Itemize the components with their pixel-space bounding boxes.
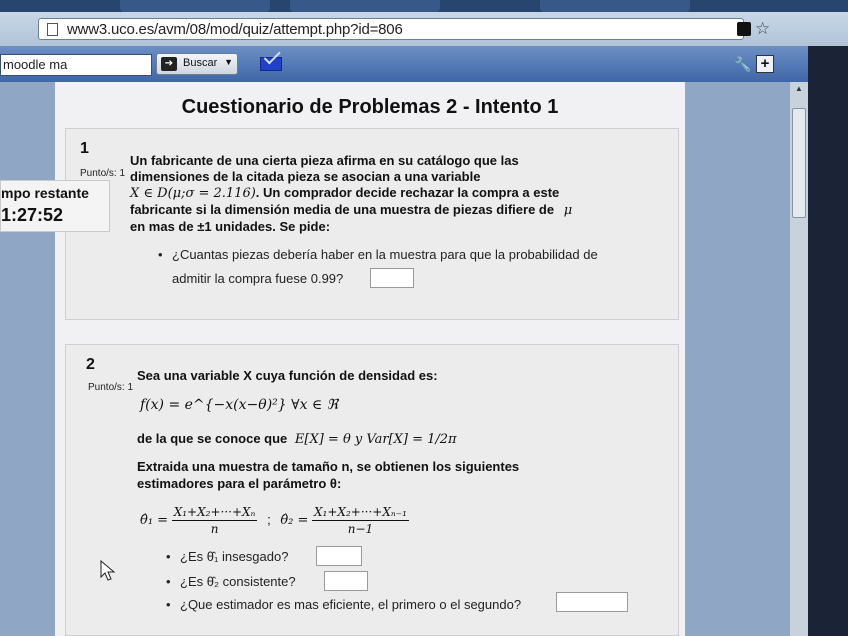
bullet-icon: •	[166, 574, 171, 589]
list-item	[166, 596, 521, 614]
answer-input-q1[interactable]	[370, 268, 414, 288]
estimator-2-lhs: θ̂₂ =	[280, 512, 309, 528]
address-bar[interactable]	[38, 18, 771, 40]
add-icon[interactable]: +	[756, 55, 774, 73]
question-text-line	[130, 202, 572, 219]
page-icon	[47, 23, 58, 36]
timer-value: 1:27:52	[1, 205, 64, 225]
estimator-2-denominator: n−1	[347, 522, 374, 536]
distribution-formula: X ∈ D(μ;σ = 2.116)	[130, 186, 256, 201]
question-text-line: dimensiones de la citada pieza se asocian a una variable	[130, 169, 481, 184]
question-text-line	[137, 431, 457, 448]
estimator-2-fraction	[312, 504, 409, 537]
search-button[interactable]	[156, 53, 238, 75]
window-edge	[808, 46, 848, 636]
scrollbar-thumb[interactable]	[792, 108, 806, 218]
mouse-cursor-icon	[100, 560, 116, 582]
dropdown-arrow-icon[interactable]: ▼	[224, 57, 233, 67]
bookmark-star-icon[interactable]: ☆	[755, 19, 771, 38]
mu-symbol: μ	[563, 203, 573, 218]
bullet-text: ¿Cuantas piezas debería haber en la muestra para que la probabilidad de	[172, 247, 598, 262]
scroll-up-arrow-icon[interactable]: ▲	[795, 84, 803, 93]
answer-input-q2c[interactable]	[556, 592, 628, 612]
bullet-icon: •	[166, 597, 171, 612]
question-text-line: Un fabricante de una cierta pieza afirma en su catálogo que las	[130, 153, 519, 168]
browser-tab[interactable]	[290, 0, 440, 12]
timer-panel	[0, 180, 110, 232]
browser-tab[interactable]	[120, 0, 270, 12]
url-text: www3.uco.es/avm/08/mod/quiz/attempt.php?id=806	[67, 21, 403, 38]
question-text-line: en mas de ±1 unidades. Se pide:	[130, 219, 331, 234]
toolbar-search-input[interactable]: moodle ma	[0, 54, 152, 76]
extension-icon[interactable]	[737, 22, 751, 36]
search-toolbar	[0, 46, 848, 82]
list-item	[166, 573, 296, 591]
go-arrow-icon: ➔	[161, 57, 177, 71]
estimator-1-lhs: θ̂₁ =	[140, 512, 169, 528]
question-points: Punto/s: 1	[88, 382, 134, 393]
estimator-1-numerator: X₁+X₂+···+Xₙ	[173, 505, 256, 519]
bullet-text: ¿Es θ̂₂ consistente?	[180, 574, 296, 589]
density-formula: f(x) = e^{−x(x−θ)²} ∀x ∈ ℜ	[140, 397, 339, 413]
bullet-icon: •	[166, 549, 171, 564]
question-text-fragment: de la que se conoce que	[137, 431, 288, 446]
question-text-line: Extraida una muestra de tamaño n, se obtienen los siguientes	[137, 459, 520, 474]
estimator-1-denominator: n	[210, 522, 219, 536]
bullet-text: ¿Que estimador es mas eficiente, el primero o el segundo?	[180, 597, 522, 612]
page-title: Cuestionario de Problemas 2 - Intento 1	[181, 96, 559, 118]
browser-toolbar	[0, 12, 848, 46]
moments-formula: E[X] = θ y Var[X] = 1/2π	[294, 432, 457, 447]
question-text-fragment: . Un comprador decide rechazar la compra a este	[255, 185, 560, 200]
estimator-separator: ;	[267, 511, 271, 527]
estimator-2-numerator: X₁+X₂+···+Xₙ₋₁	[314, 505, 407, 519]
answer-input-q2a[interactable]	[316, 546, 362, 566]
question-number: 2	[86, 356, 95, 373]
question-text-fragment: fabricante si la dimensión media de una muestra de piezas difiere de	[130, 202, 555, 217]
question-text-line	[130, 185, 559, 202]
bullet-text: ¿Es θ̂₁ insesgado?	[180, 549, 289, 564]
timer-label: mpo restante	[1, 185, 89, 201]
question-number: 1	[80, 140, 89, 157]
question-points: Punto/s: 1	[80, 168, 126, 179]
mail-icon[interactable]	[260, 57, 282, 71]
browser-tab[interactable]	[540, 0, 690, 12]
question-text-line: estimadores para el parámetro θ:	[137, 476, 342, 491]
answer-input-q2b[interactable]	[324, 571, 368, 591]
estimator-1-fraction	[172, 504, 258, 537]
wrench-icon[interactable]: 🔧	[734, 56, 752, 72]
list-item	[166, 548, 288, 566]
list-item-continuation: admitir la compra fuese 0.99?	[172, 271, 344, 286]
search-button-label: Buscar	[183, 57, 218, 69]
question-text-line: Sea una variable X cuya función de densidad es:	[137, 368, 438, 383]
bullet-icon: •	[158, 247, 163, 262]
estimators-formula	[140, 504, 409, 537]
list-item	[158, 246, 598, 264]
